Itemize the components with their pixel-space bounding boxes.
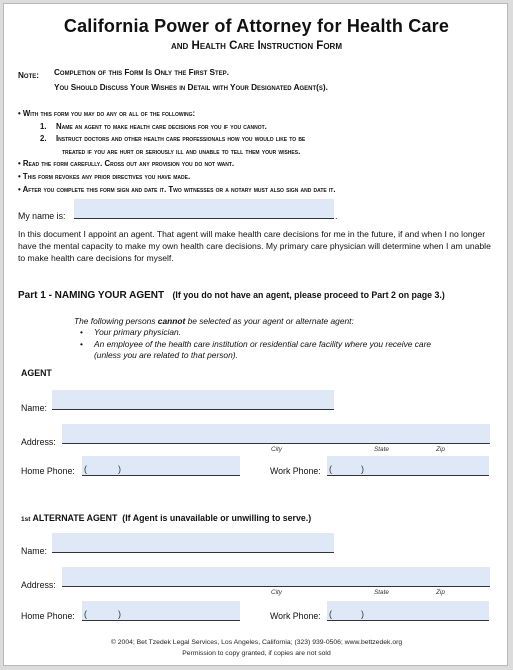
part1-heading	[18, 290, 445, 301]
instructions-list	[18, 108, 336, 196]
alternate-home-area-close: )	[118, 609, 121, 619]
form-title: California Power of Attorney for Health Care	[63, 16, 450, 36]
alternate-title: ALTERNATE AGENT	[32, 513, 118, 523]
agent-work-area-close: )	[361, 464, 364, 474]
alternate-ordinal: 1st	[21, 516, 31, 523]
instruction-item-2-cont: treated if you are hurt or seriously ill and unable to tell them your wishes.	[62, 146, 301, 156]
alternate-address-label: Address:	[21, 580, 56, 590]
instruction-item-2: 2. Instruct doctors and other health care professionals how you would like to be	[40, 134, 306, 144]
agent-home-area-open: (	[84, 464, 87, 474]
alternate-zip-caption: Zip	[436, 589, 445, 596]
form-subtitle: and Health Care Instruction Form	[170, 40, 342, 52]
note-line-2: You Should Discuss Your Wishes in Detail with Your Designated Agent(s).	[54, 83, 328, 92]
alternate-name-underline	[52, 552, 334, 553]
part1-paren: (If you do not have an agent, please proceed to Part 2 on page 3.)	[172, 290, 445, 300]
agent-city-caption: City	[271, 446, 283, 453]
my-name-underline	[74, 218, 334, 219]
note-line-1: Completion of this Form Is Only the First Step.	[54, 68, 229, 77]
my-name-period: .	[335, 211, 338, 221]
footer-copyright: © 2004; Bet Tzedek Legal Services, Los Angeles, California; (323) 939-0506; www.bettzedek.org	[110, 639, 403, 646]
agent-home-phone-label: Home Phone:	[21, 466, 75, 476]
alternate-home-area-open: (	[84, 609, 87, 619]
agent-address-underline	[62, 443, 490, 444]
instruction-item-1: 1. Name an agent to make health care decisions for you if you cannot.	[40, 121, 267, 131]
alternate-work-phone-input[interactable]	[327, 601, 489, 620]
alternate-paren: (If Agent is unavailable or unwilling to serve.)	[122, 513, 312, 523]
instruction-bullet-read: • Read the form carefully. Cross out any provision you do not want.	[18, 159, 235, 169]
agent-name-label: Name:	[21, 403, 47, 413]
appoint-paragraph: In this document I appoint an agent. That agent will make health care decisions for me in the future, if and when I no longer have the mental capacity to make my own health care decisions. My primary care physician will determine when I am unable to make health care decisions for myself.	[18, 229, 491, 264]
alternate-address-underline	[62, 586, 490, 587]
instructions-intro: • With this form you may do any or all of the following:	[18, 109, 196, 118]
alternate-agent-heading	[21, 513, 311, 523]
agent-work-phone-underline	[327, 475, 489, 476]
footer-permission: Permission to copy granted, if copies are not sold	[182, 650, 331, 657]
agent-address-label: Address:	[21, 437, 56, 447]
alternate-home-phone-label: Home Phone:	[21, 611, 75, 621]
alternate-work-area-close: )	[361, 609, 364, 619]
agent-state-caption: State	[374, 446, 389, 453]
agent-home-phone-underline	[82, 475, 240, 476]
agent-name-underline	[52, 409, 334, 410]
agent-address-input[interactable]	[62, 424, 490, 443]
agent-home-phone-input[interactable]	[82, 456, 240, 475]
excluded-persons-intro: The following persons cannot be selected as your agent or alternate agent:	[74, 316, 354, 326]
excluded-item-physician: • Your primary physician.	[80, 327, 182, 338]
alternate-work-phone-label: Work Phone:	[270, 611, 321, 621]
alternate-home-phone-input[interactable]	[82, 601, 240, 620]
alternate-city-caption: City	[271, 589, 283, 596]
alternate-work-area-open: (	[329, 609, 332, 619]
part1-title: Part 1 - NAMING YOUR AGENT	[18, 290, 165, 301]
my-name-input[interactable]	[74, 199, 334, 218]
agent-work-phone-input[interactable]	[327, 456, 489, 475]
agent-name-input[interactable]	[52, 390, 334, 409]
alternate-home-phone-underline	[82, 620, 240, 621]
alternate-name-input[interactable]	[52, 533, 334, 552]
instruction-bullet-revoke: • This form revokes any prior directives you have made.	[18, 171, 191, 181]
my-name-label: My name is:	[18, 211, 66, 221]
agent-zip-caption: Zip	[436, 446, 445, 453]
agent-home-area-close: )	[118, 464, 121, 474]
alternate-work-phone-underline	[327, 620, 489, 621]
excluded-item-employee-cont: (unless you are related to that person).	[94, 350, 238, 361]
excluded-persons-block	[74, 316, 431, 362]
alternate-state-caption: State	[374, 589, 389, 596]
alternate-address-input[interactable]	[62, 567, 490, 586]
agent-work-phone-label: Work Phone:	[270, 466, 321, 476]
excluded-item-employee: • An employee of the health care institution or residential care facility where you receive care	[80, 338, 432, 349]
agent-work-area-open: (	[329, 464, 332, 474]
alternate-name-label: Name:	[21, 546, 47, 556]
form-page	[3, 3, 508, 666]
agent-heading: AGENT	[21, 368, 52, 378]
note-label: Note:	[18, 71, 39, 80]
instruction-bullet-sign: • After you complete this form sign and date it. Two witnesses or a notary must also sign and date it.	[18, 184, 336, 194]
